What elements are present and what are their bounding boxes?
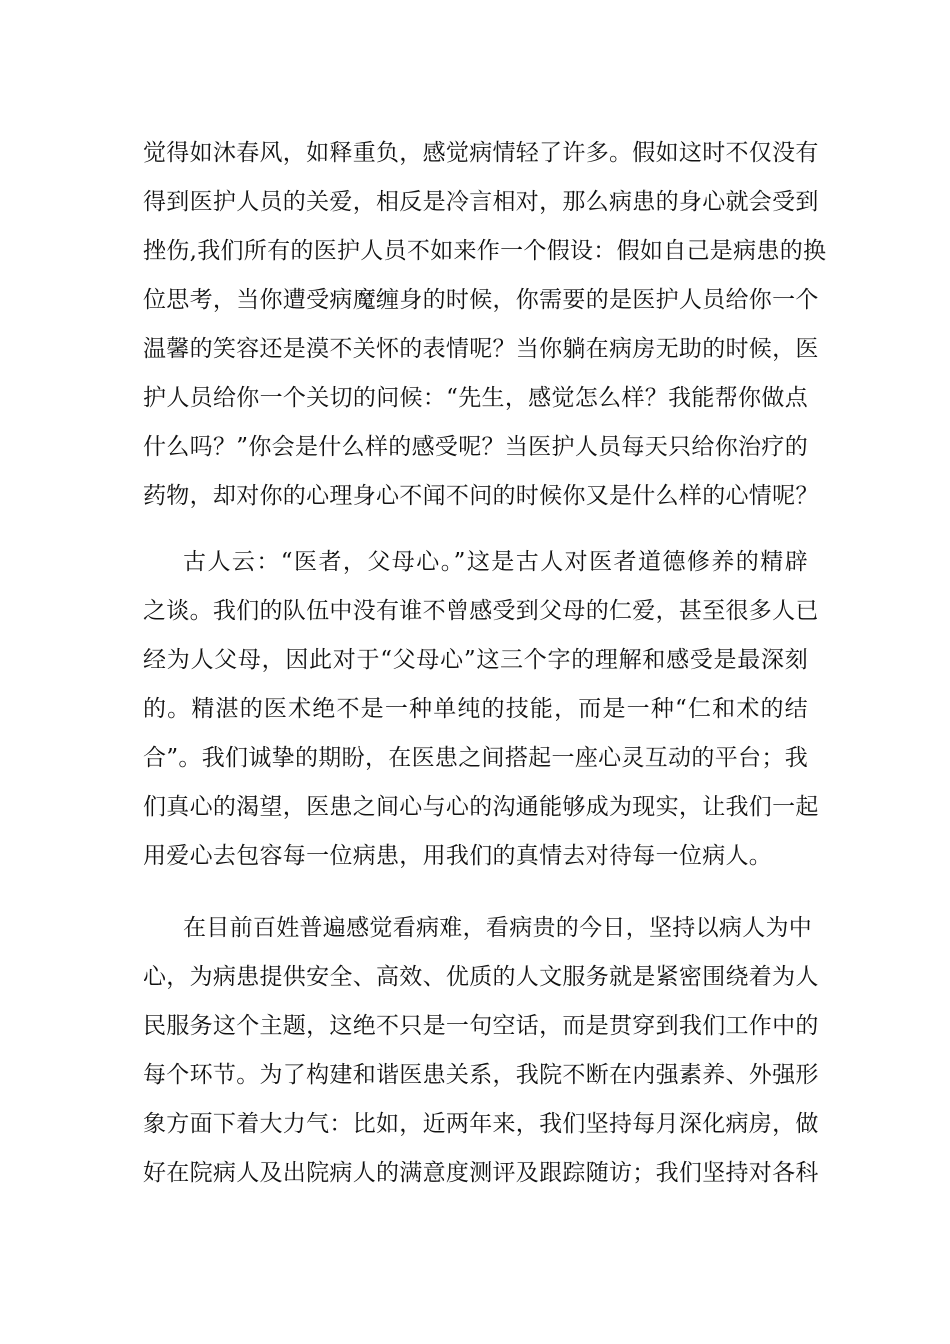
text-line: 好在院病人及出院病人的满意度测评及跟踪随访；我们坚持对各科 xyxy=(143,1160,819,1186)
paragraph-2 xyxy=(143,538,819,881)
text-line: 温馨的笑容还是漠不关怀的表情呢？当你躺在病房无助的时候，医 xyxy=(143,336,819,362)
text-line: 经为人父母，因此对于“父母心”这三个字的理解和感受是最深刻 xyxy=(143,647,808,673)
text-line: 合”。我们诚挚的期盼，在医患之间搭起一座心灵互动的平台；我 xyxy=(143,745,808,771)
text-line: 古人云：“医者，父母心。”这是古人对医者道德修养的精辟 xyxy=(183,549,808,575)
text-line: 什么吗？”你会是什么样的感受呢？当医护人员每天只给你治疗的 xyxy=(143,434,808,460)
text-line: 位思考，当你遭受病魔缠身的时候，你需要的是医护人员给你一个 xyxy=(143,287,819,313)
text-line: 象方面下着大力气：比如，近两年来，我们坚持每月深化病房，做 xyxy=(143,1111,819,1137)
text-line: 民服务这个主题，这绝不只是一句空话，而是贯穿到我们工作中的 xyxy=(143,1013,819,1039)
text-line: 药物，却对你的心理身心不闻不问的时候你又是什么样的心情呢？ xyxy=(143,483,819,509)
text-line: 的。精湛的医术绝不是一种单纯的技能，而是一种“仁和术的结 xyxy=(143,696,808,722)
text-line: 们真心的渴望，医患之间心与心的沟通能够成为现实，让我们一起 xyxy=(143,794,819,820)
paragraph-3 xyxy=(143,904,819,1198)
text-line: 之谈。我们的队伍中没有谁不曾感受到父母的仁爱，甚至很多人已 xyxy=(143,598,819,624)
text-line: 挫伤,我们所有的医护人员不如来作一个假设：假如自己是病患的换 xyxy=(143,238,827,264)
text-line: 用爱心去包容每一位病患，用我们的真情去对待每一位病人。 xyxy=(143,843,773,869)
text-line: 护人员给你一个关切的问候：“先生，感觉怎么样？我能帮你做点 xyxy=(143,385,808,411)
text-line: 在目前百姓普遍感觉看病难，看病贵的今日，坚持以病人为中 xyxy=(183,915,813,941)
paragraph-1 xyxy=(143,129,827,521)
text-line: 得到医护人员的关爱，相反是冷言相对，那么病患的身心就会受到 xyxy=(143,189,819,215)
text-line: 每个环节。为了构建和谐医患关系，我院不断在内强素养、外强形 xyxy=(143,1062,819,1088)
text-line: 觉得如沐春风，如释重负，感觉病情轻了许多。假如这时不仅没有 xyxy=(143,140,819,166)
text-line: 心，为病患提供安全、高效、优质的人文服务就是紧密围绕着为人 xyxy=(143,964,819,990)
